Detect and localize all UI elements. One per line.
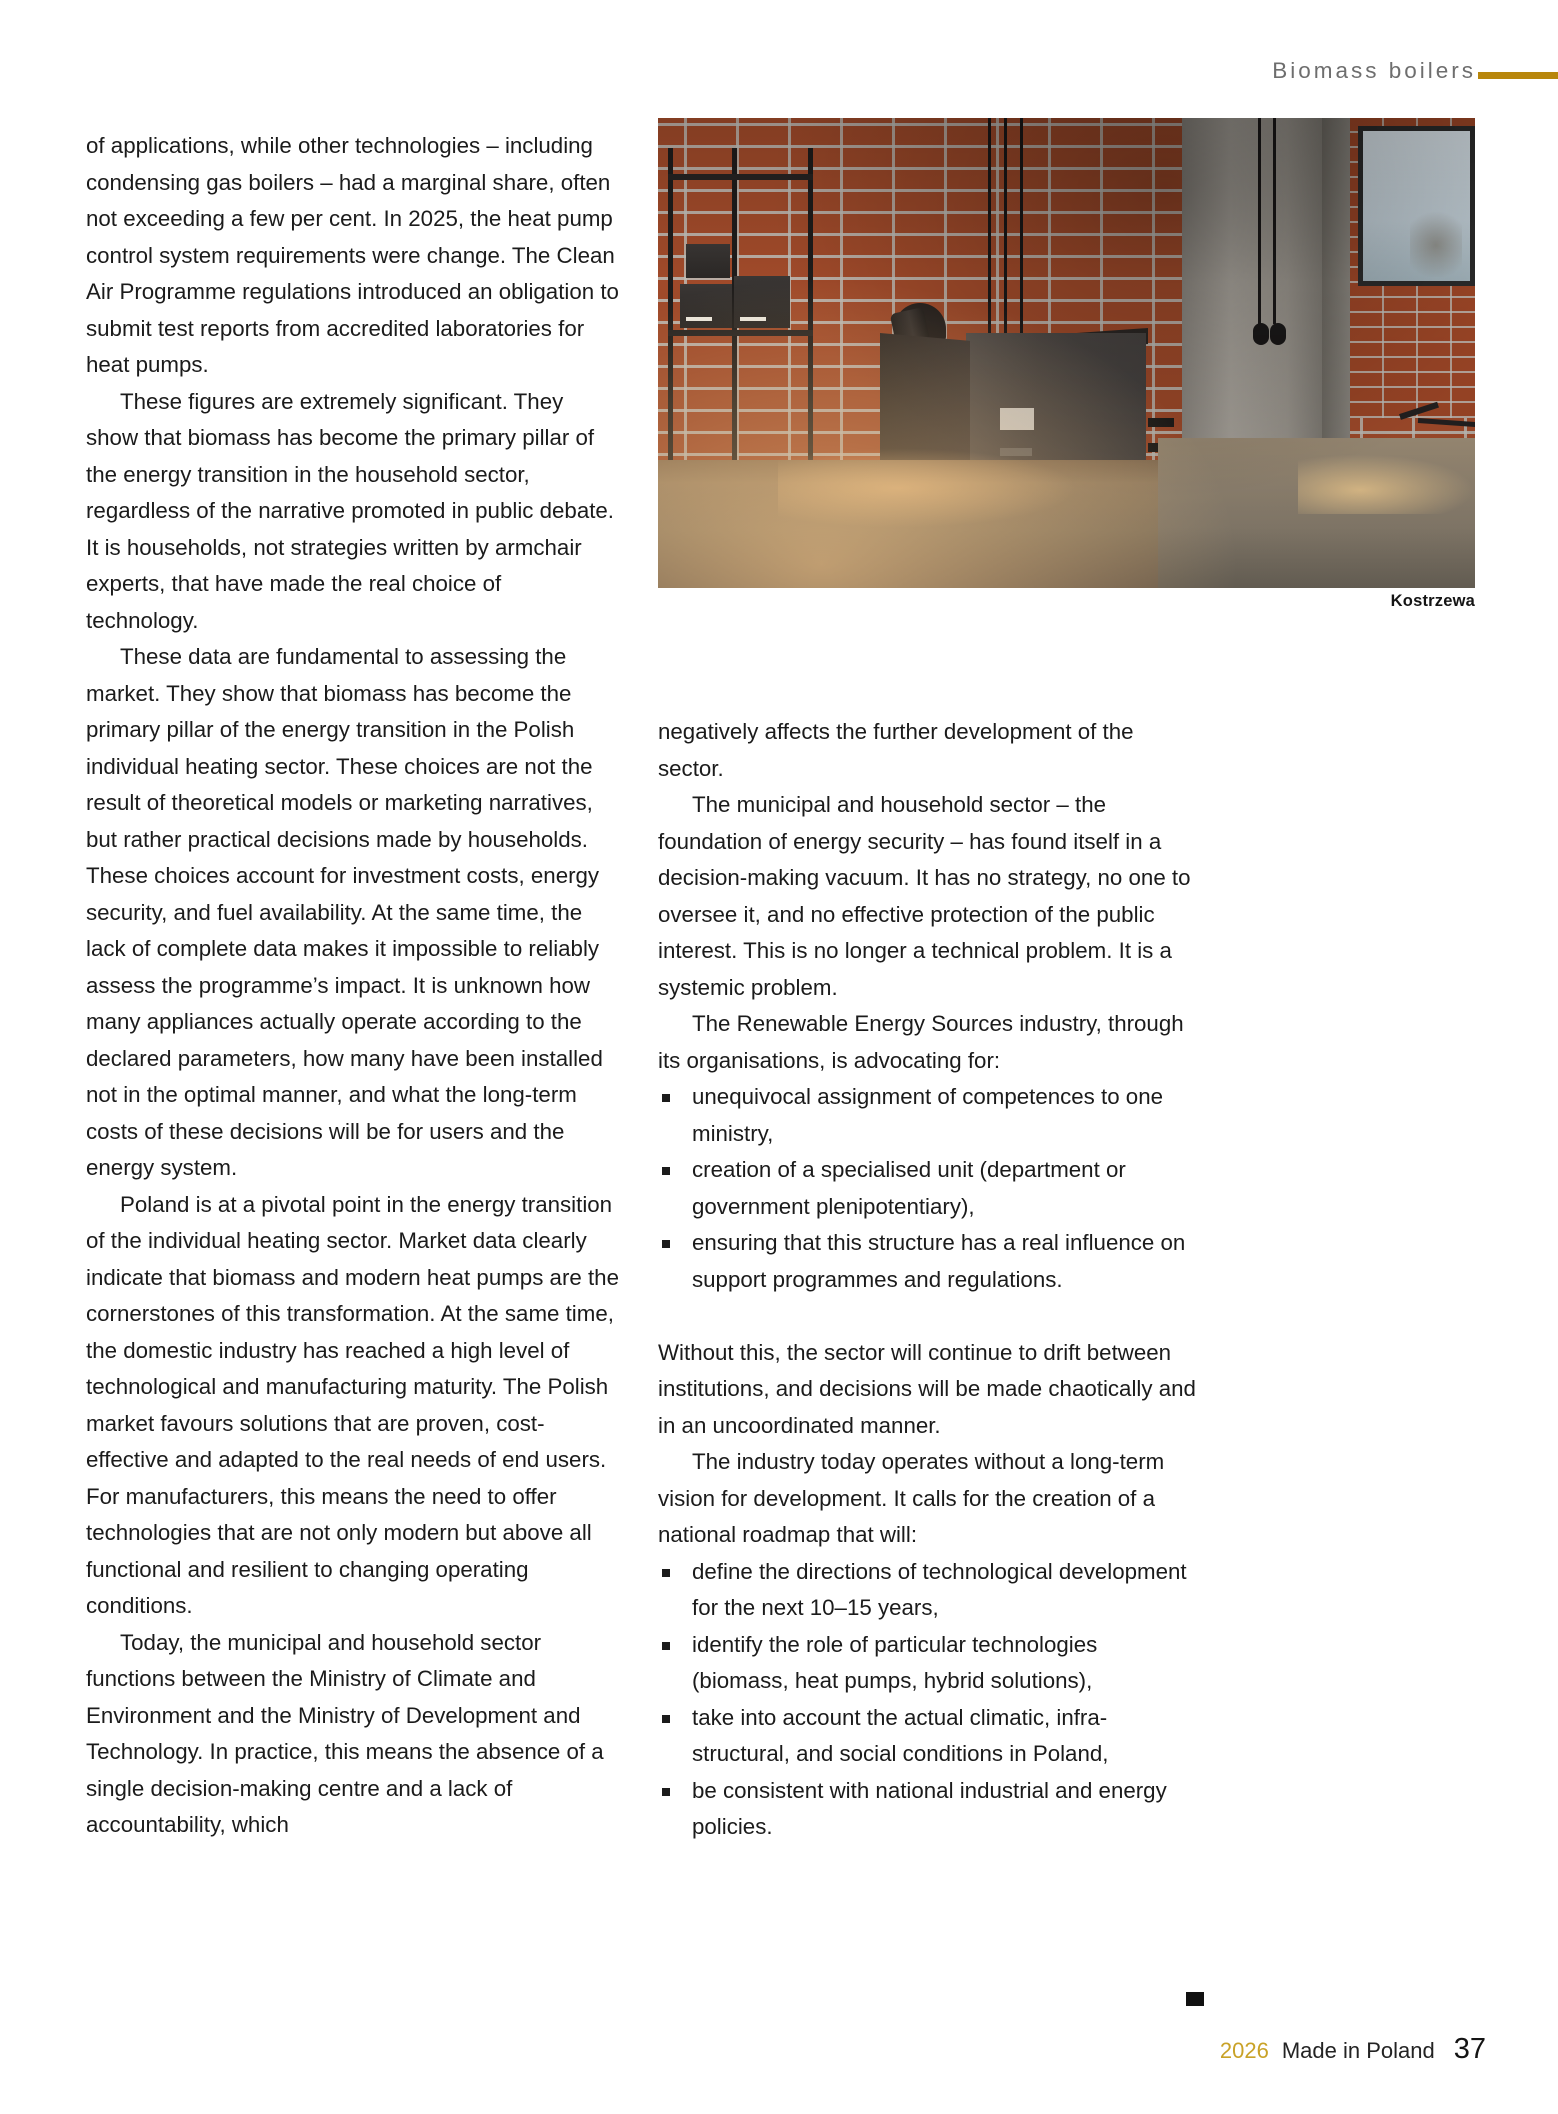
square-bullet-icon xyxy=(662,1240,670,1248)
square-bullet-icon xyxy=(662,1094,670,1102)
running-head-rule xyxy=(1478,72,1558,79)
square-bullet-icon xyxy=(662,1788,670,1796)
square-bullet-icon xyxy=(662,1569,670,1577)
paragraph: These data are fundamental to assessing the market. They show that biomass has become the primary pillar of the energy transition in the Polish individual heating sector. These choices are not the result of theoretical models or marketing narratives, but rather practical decisions made by households. These choices account for investment costs, energy security, and fuel availability. At the same time, the lack of complete data makes it impossible to reliably assess the programme’s impact. It is unknown how many appliances actually operate according to the declared parameters, how many have been installed not in the optimal manner, and what the long-term costs of these decisions will be for users and the energy system. xyxy=(86,644,610,1180)
photo-lighting-overlay xyxy=(658,118,1475,588)
paragraph: The industry today operates without a long-term vision for development. It calls for the creation of a national roadmap that will: xyxy=(658,1449,1171,1547)
list-item xyxy=(658,1554,1196,1627)
photo-credit-caption: Kostrzewa xyxy=(1390,592,1475,610)
list-item xyxy=(658,1079,1196,1152)
list-item xyxy=(658,1700,1196,1773)
list-item xyxy=(658,1152,1196,1225)
paragraph: negatively affects the further development of the sector. xyxy=(658,719,1140,781)
end-of-article-marker xyxy=(1186,1992,1204,2006)
paragraph: Without this, the sector will continue to drift between institutions, and decisions will be made chaotically and in an uncoordinated manner. xyxy=(658,1339,1203,1438)
list-item xyxy=(658,1773,1196,1846)
list-item-label: ensuring that this structure has a real influence on support programmes and regulations. xyxy=(692,1230,1192,1292)
body-text-left-column xyxy=(86,128,626,1844)
square-bullet-icon xyxy=(662,1167,670,1175)
list-item-label: take into account the actual climatic, infra-structural, and social conditions in Poland, xyxy=(692,1704,1109,1766)
roadmap-bullet-list xyxy=(658,1554,1196,1846)
page-footer xyxy=(1220,2033,1486,2066)
footer-year: 2026 xyxy=(1219,2038,1269,2063)
list-item-label: identify the role of particular technologies (biomass, heat pumps, hybrid solutions), xyxy=(692,1631,1104,1693)
paragraph: The municipal and household sector – the foundation of energy security – has found itself in a decision-making vacuum. It has no strategy, no one to oversee it, and no effective protection of the public interest. This is no longer a technical problem. It is a systemic problem. xyxy=(658,792,1197,1000)
article-photo-container xyxy=(658,118,1475,610)
footer-brand: Made in Poland xyxy=(1281,2038,1435,2063)
list-item-label: unequivocal assignment of competences to one ministry, xyxy=(692,1084,1170,1146)
list-item-label: be consistent with national industrial and energy policies. xyxy=(692,1777,1173,1839)
paragraph: of applications, while other technologies – including condensing gas boilers – had a marginal share, often not exceeding a few per cent. In 2025, the heat pump control system requirements were change. The Clean Air Programme regulations introduced an obligation to submit test reports from accredited laboratories for heat pumps. xyxy=(86,133,626,377)
running-head xyxy=(1272,54,1558,88)
paragraph: Today, the municipal and household sector functions between the Ministry of Climate and Environment and the Ministry of Development and Technology. In practice, this means the absence of a single decision-making centre and a lack of accountability, which xyxy=(86,1629,610,1837)
running-head-title: Biomass boilers xyxy=(1272,57,1476,83)
page-number: 37 xyxy=(1453,2033,1486,2065)
advocacy-bullet-list xyxy=(658,1079,1196,1298)
boiler-room-photo xyxy=(658,118,1475,588)
list-item xyxy=(658,1225,1196,1298)
body-text-right-column xyxy=(658,714,1203,1846)
paragraph: Poland is at a pivotal point in the energy transition of the individual heating sector. Market data clearly indicate that biomass and modern heat pumps are the cornerstones of this transformation. At the same time, the domestic industry has reached a high level of technological and manufacturing maturity. The Polish market favours solutions that are proven, cost-effective and adapted to the real needs of end users. For manufacturers, this means the need to offer technologies that are not only modern but above all functional and resilient to changing operating conditions. xyxy=(86,1191,626,1618)
list-item xyxy=(658,1627,1196,1700)
paragraph: The Renewable Energy Sources industry, through its organisations, is advocating for: xyxy=(658,1011,1190,1073)
list-item-label: creation of a specialised unit (department or government plenipotentiary), xyxy=(692,1157,1132,1219)
square-bullet-icon xyxy=(662,1642,670,1650)
list-item-label: define the directions of technological development for the next 10–15 years, xyxy=(692,1558,1193,1620)
paragraph: These figures are extremely significant. They show that biomass has become the primary pillar of the energy transition in the household sector, regardless of the narrative promoted in public debate. It is households, not strategies written by armchair experts, that have made the real choice of technology. xyxy=(86,388,621,633)
square-bullet-icon xyxy=(662,1715,670,1723)
